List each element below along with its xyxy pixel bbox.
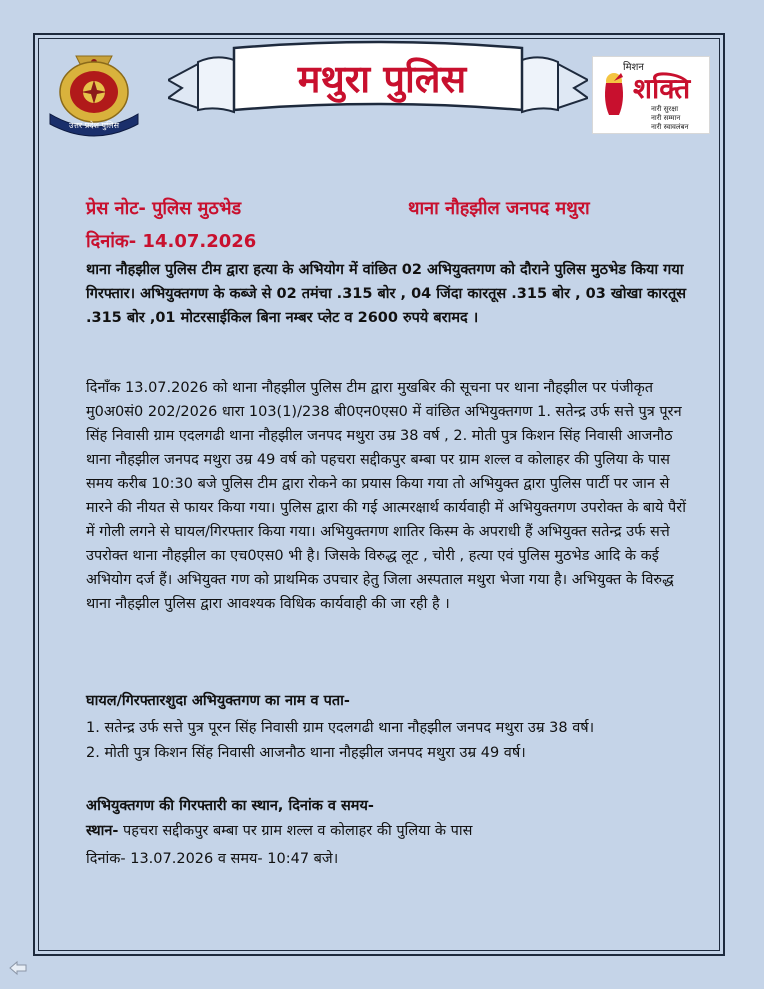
arrest-place-label: स्थान- (86, 823, 119, 839)
shakti-main-label: शक्ति (633, 72, 691, 105)
shakti-top-label: मिशन (623, 62, 644, 73)
previous-slide-icon[interactable] (8, 960, 28, 976)
woman-figure-icon (599, 71, 629, 117)
press-date: दिनांक- 14.07.2026 (86, 231, 257, 252)
shakti-tagline-3: नारी स्वावलंबन (651, 123, 689, 131)
up-police-badge-icon (46, 54, 142, 140)
arrest-heading: अभियुक्तगण की गिरफ्तारी का स्थान, दिनांक व समय- (86, 798, 374, 814)
banner-title: मथुरा पुलिस (297, 57, 467, 101)
accused-item-1: 1. सतेन्द्र उर्फ सत्ते पुत्र पूरन सिंह निवासी ग्राम एदलगढी थाना नौहझील जनपद मथुरा उम्र 38 वर्ष। (86, 720, 595, 736)
arrest-place-value: पहचरा सद्दीकपुर बम्बा पर ग्राम शल्ल व कोलाहर की पुलिया के पास (118, 823, 473, 839)
accused-heading: घायल/गिरफ्तारशुदा अभियुक्तगण का नाम व पता- (86, 693, 350, 709)
intro-summary: थाना नौहझील पुलिस टीम द्वारा हत्या के अभियोग में वांछित 02 अभियुक्तगण को दौराने पुलिस मुठभेड किया गया गिरफ्तार। अभियुक्तगण के कब्जे से 02 तमंचा .315 बोर , 04 जिंदा कारतूस .315 बोर , 03 खोखा कारतूस .315 बोर ,01 मोटरसाईकिल बिना नम्बर प्लेट व 2600 रुपये बरामद । (86, 262, 687, 326)
mission-shakti-logo (592, 56, 710, 134)
press-note-title: प्रेस नोट- पुलिस मुठभेड (86, 198, 242, 219)
police-station-title: थाना नौहझील जनपद मथुरा (408, 198, 590, 219)
shakti-tagline-1: नारी सुरक्षा (651, 105, 679, 113)
accused-item-2: 2. मोती पुत्र किशन सिंह निवासी आजनौठ थाना नौहझील जनपद मथुरा उम्र 49 वर्ष। (86, 745, 526, 761)
arrest-place-line (86, 820, 472, 840)
arrest-datetime: दिनांक- 13.07.2026 व समय- 10:47 बजे। (86, 851, 339, 867)
shakti-tagline-2: नारी सम्मान (651, 114, 681, 122)
body-paragraph: दिनाँक 13.07.2026 को थाना नौहझील पुलिस टीम द्वारा मुखबिर की सूचना पर थाना नौहझील पर पंजीकृत मु0अ0सं0 202/2026 धारा 103(1)/238 बी0एन0एस0 में वांछित अभियुक्तगण 1. सतेन्द्र उर्फ सत्ते पुत्र पूरन सिंह निवासी ग्राम एदलगढी थाना नौहझील जनपद मथुरा उम्र 38 वर्ष , 2. मोती पुत्र किशन सिंह निवासी आजनौठ थाना नौहझील जनपद मथुरा उम्र 49 वर्ष को पहचरा सद्दीकपुर बम्बा पर ग्राम शल्ल व कोलाहर की पुलिया के पास समय करीब 10:30 बजे पुलिस टीम द्वारा रोकने का प्रयास किया गया तो अभियुक्त द्वारा पुलिस पार्टी पर जान से मारने की नीयत से फायर किया गया। पुलिस द्वारा की गई आत्मरक्षार्थ कार्यवाही में अभियुक्तगण उपरोक्त के बाये पैरों में गोली लगने से घायल/गिरफ्तार किया गया। अभियुक्तगण शातिर किस्म के अपराधी हैं अभियुक्त सतेन्द्र उर्फ सत्ते उपरोक्त थाना नौहझील का एच0एस0 भी है। जिसके विरुद्ध लूट , चोरी , हत्या एवं पुलिस मुठभेड आदि के कई अभियोग दर्ज हैं। अभियुक्त गण को प्राथमिक उपचार हेतु जिला अस्पताल मथुरा भेजा गया है। अभियुक्त के विरुद्ध थाना नौहझील पुलिस द्वारा आवश्यक विधिक कार्यवाही की जा रही है । (86, 380, 686, 612)
badge-text: उत्तर प्रदेश पुलिस (69, 121, 119, 130)
